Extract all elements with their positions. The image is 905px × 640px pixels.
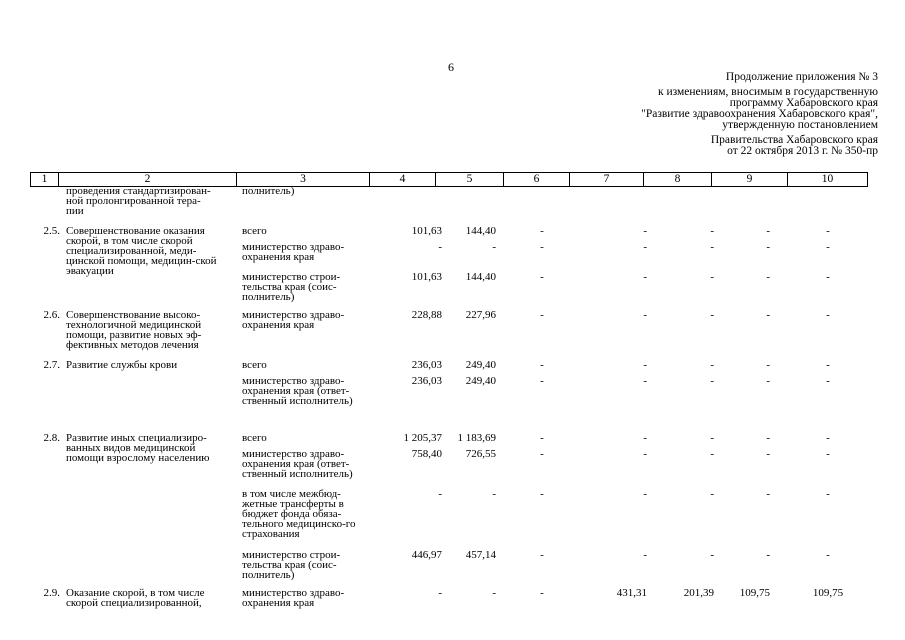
value-cell: - <box>826 488 830 500</box>
value-cell: - <box>540 271 544 283</box>
value-cell: - <box>766 488 770 500</box>
value-cell: - <box>826 448 830 460</box>
row-number: 2.7. <box>43 359 60 371</box>
value-cell: 758,40 <box>411 448 442 460</box>
appendix-header <box>578 72 878 157</box>
value-cell: - <box>643 448 647 460</box>
value-cell: 457,14 <box>465 549 496 561</box>
row-executor: всего <box>242 432 267 444</box>
value-cell: - <box>766 549 770 561</box>
value-cell: - <box>710 448 714 460</box>
row-name: проведения стандартизирован- ной пролонгированной тера- пии <box>66 185 211 217</box>
column-header: 3 <box>237 173 370 187</box>
value-cell: 109,75 <box>812 587 844 599</box>
row-executor: всего <box>242 225 267 237</box>
value-cell: - <box>540 375 544 387</box>
value-cell: - <box>766 448 770 460</box>
value-cell: - <box>766 432 770 444</box>
header-line: к изменениям, вносимым в государственную <box>658 86 878 98</box>
value-cell: - <box>826 271 830 283</box>
value-cell: 201,39 <box>683 587 714 599</box>
value-cell: - <box>643 488 647 500</box>
value-cell: 236,03 <box>411 375 442 387</box>
value-cell: - <box>643 432 647 444</box>
value-cell: - <box>540 432 544 444</box>
row-executor: министерство здраво-охранения края (ответ-ственный исполнитель) <box>242 375 353 407</box>
column-header: 8 <box>644 173 712 187</box>
value-cell: 228,88 <box>411 309 442 321</box>
value-cell: 144,40 <box>465 225 496 237</box>
column-header: 10 <box>788 173 868 187</box>
value-cell: - <box>643 359 647 371</box>
value-cell: - <box>540 309 544 321</box>
value-cell: - <box>643 549 647 561</box>
value-cell: 227,96 <box>465 309 496 321</box>
value-cell: - <box>710 241 714 253</box>
row-number: 2.5. <box>43 225 60 237</box>
value-cell: 236,03 <box>411 359 442 371</box>
row-executor: министерство здраво-охранения края (ответ-ственный исполнитель) <box>242 448 353 480</box>
value-cell: - <box>438 488 442 500</box>
header-line: Правительства Хабаровского края <box>710 134 878 146</box>
row-number: 2.9. <box>43 587 60 599</box>
column-header: 4 <box>370 173 436 187</box>
header-line: "Развитие здравоохранения Хабаровского края", <box>641 108 878 120</box>
value-cell: - <box>766 225 770 237</box>
value-cell: - <box>492 587 496 599</box>
page-number: 6 <box>448 60 454 74</box>
value-cell: - <box>826 241 830 253</box>
column-header: 2 <box>59 173 237 187</box>
value-cell: 109,75 <box>739 587 770 599</box>
value-cell: - <box>438 241 442 253</box>
value-cell: - <box>540 241 544 253</box>
value-cell: - <box>643 309 647 321</box>
column-header: 9 <box>712 173 788 187</box>
row-number: 2.6. <box>43 309 60 321</box>
value-cell: - <box>643 225 647 237</box>
value-cell: - <box>710 488 714 500</box>
value-cell: - <box>710 549 714 561</box>
value-cell: - <box>826 359 830 371</box>
header-line: от 22 октября 2013 г. № 350-пр <box>727 145 878 157</box>
row-name: Развитие службы крови <box>66 359 178 371</box>
row-number: 2.8. <box>43 432 60 444</box>
value-cell: 101,63 <box>411 271 442 283</box>
row-name: Развитие иных специализиро-ванных видов медицинской помощи взрослому населению <box>66 432 210 464</box>
value-cell: - <box>643 241 647 253</box>
value-cell: - <box>826 432 830 444</box>
row-name: Оказание скорой, в том числе скорой специализированной, <box>66 587 205 609</box>
column-header: 5 <box>436 173 504 187</box>
header-line: Продолжение приложения № 3 <box>725 71 878 83</box>
value-cell: - <box>643 271 647 283</box>
value-cell: - <box>766 309 770 321</box>
value-cell: - <box>710 432 714 444</box>
row-executor: полнитель) <box>242 185 295 197</box>
value-cell: - <box>643 375 647 387</box>
value-cell: - <box>826 225 830 237</box>
value-cell: - <box>826 375 830 387</box>
value-cell: - <box>710 225 714 237</box>
header-line: утвержденную постановлением <box>722 119 878 131</box>
value-cell: - <box>438 587 442 599</box>
value-cell: 446,97 <box>411 549 442 561</box>
value-cell: - <box>710 375 714 387</box>
value-cell: - <box>492 241 496 253</box>
value-cell: 1 205,37 <box>403 432 442 444</box>
row-executor: министерство строи-тельства края (соис-полнитель) <box>242 549 341 581</box>
row-executor: министерство здраво-охранения края <box>242 309 345 331</box>
value-cell: - <box>710 359 714 371</box>
value-cell: - <box>766 359 770 371</box>
value-cell: - <box>826 549 830 561</box>
value-cell: 726,55 <box>465 448 496 460</box>
value-cell: - <box>540 488 544 500</box>
row-executor: министерство здраво-охранения края <box>242 241 345 263</box>
value-cell: 144,40 <box>465 271 496 283</box>
row-executor: министерство здраво-охранения края <box>242 587 345 609</box>
value-cell: 431,31 <box>616 587 647 599</box>
column-header: 6 <box>504 173 570 187</box>
header-line: программу Хабаровского края <box>729 97 878 109</box>
row-name: Совершенствование высоко-технологичной медицинской помощи, развитие новых эф-фективных методов лечения <box>66 309 202 351</box>
value-cell: - <box>540 549 544 561</box>
value-cell: - <box>826 309 830 321</box>
row-name: Совершенствование оказания скорой, в том числе скорой специализированной, меди-цинской помощи, медицин-ской эвакуации <box>66 225 217 277</box>
value-cell: - <box>540 225 544 237</box>
value-cell: 101,63 <box>411 225 442 237</box>
row-executor: всего <box>242 359 267 371</box>
value-cell: - <box>540 587 544 599</box>
column-header: 1 <box>31 173 59 187</box>
value-cell: - <box>766 241 770 253</box>
value-cell: 249,40 <box>465 359 496 371</box>
value-cell: - <box>492 488 496 500</box>
row-executor: в том числе межбюд-жетные трансферты в бюджет фонда обяза-тельного медицинско-го страхования <box>242 488 356 540</box>
value-cell: - <box>710 271 714 283</box>
value-cell: - <box>540 448 544 460</box>
value-cell: 249,40 <box>465 375 496 387</box>
column-header: 7 <box>570 173 644 187</box>
value-cell: - <box>540 359 544 371</box>
value-cell: 1 183,69 <box>457 432 496 444</box>
value-cell: - <box>710 309 714 321</box>
row-executor: министерство строи-тельства края (соис-полнитель) <box>242 271 341 303</box>
value-cell: - <box>766 375 770 387</box>
value-cell: - <box>766 271 770 283</box>
